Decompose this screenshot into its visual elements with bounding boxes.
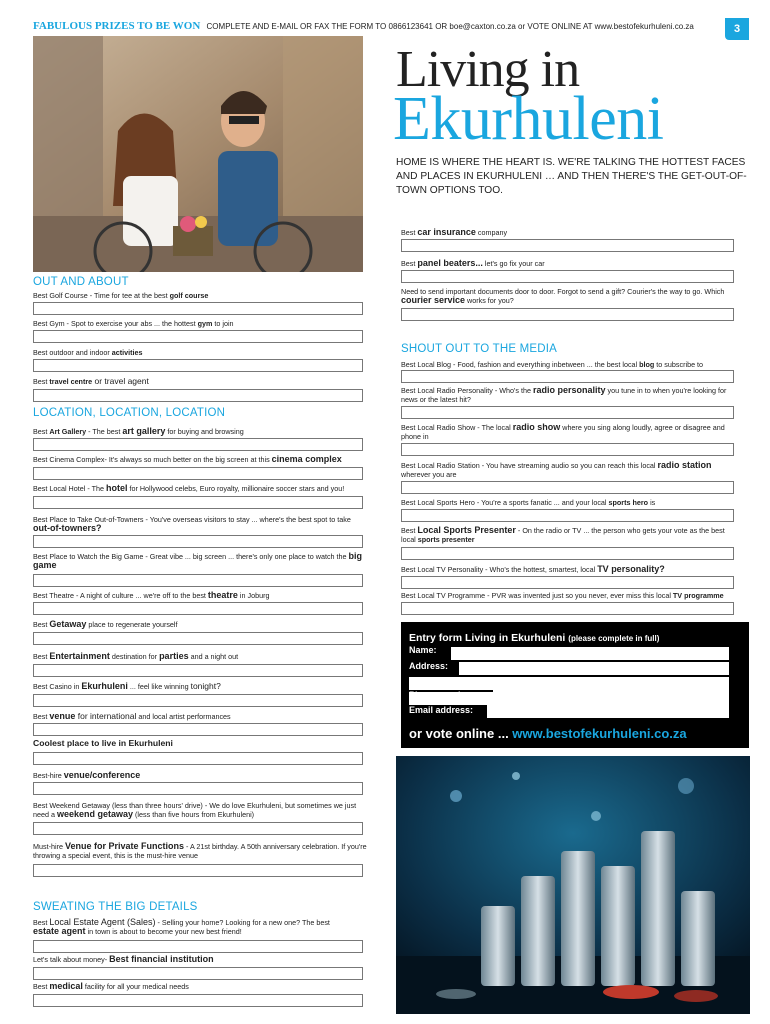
- q-estate-agent: Best Local Estate Agent (Sales) - Selling your home? Looking for a new one? The best estate agent in town is about to become your new best friend!: [33, 917, 330, 936]
- q-golf: Best Golf Course - Time for tee at the best golf course: [33, 291, 209, 300]
- q-blog: Best Local Blog - Food, fashion and everything inbetween ... the best local blog to subscribe to: [401, 360, 704, 369]
- radio-station-field[interactable]: [401, 481, 734, 494]
- tv-programme-field[interactable]: [401, 602, 734, 615]
- email-label: Email address:: [409, 705, 474, 715]
- q-casino: Best Casino in Ekurhuleni ... feel like winning tonight?: [33, 681, 221, 691]
- cinema-field[interactable]: [33, 467, 363, 480]
- title-line1: Living in: [396, 41, 580, 98]
- venue-field[interactable]: [33, 723, 363, 736]
- q-medical: Best medical facility for all your medical needs: [33, 981, 189, 991]
- car-insurance-field[interactable]: [401, 239, 734, 252]
- vote-online: or vote online ... www.bestofekurhuleni.co.za: [409, 726, 687, 741]
- blog-field[interactable]: [401, 370, 734, 383]
- q-private-functions: Must-hire Venue for Private Functions - A 21st birthday. A 50th anniversary celebration. If you're throwing a special event, this is the must-hire venue: [33, 841, 367, 860]
- q-out-of-towners: Best Place to Take Out-of-Towners - You've overseas visitors to stay ... where's the best spot to take out-of-towners?: [33, 515, 351, 533]
- q-sports-presenter: Best Local Sports Presenter - On the radio or TV ... the person who gets your vote as the best local sports presenter: [401, 525, 725, 544]
- q-car-insurance: Best car insurance company: [401, 227, 508, 237]
- section-media: SHOUT OUT TO THE MEDIA: [401, 343, 558, 355]
- q-radio-station: Best Local Radio Station - You have streaming audio so you can reach this local radio station wherever you are: [401, 460, 712, 479]
- page-number: 3: [725, 18, 749, 40]
- weekend-getaway-field[interactable]: [33, 822, 363, 835]
- q-financial: Let's talk about money- Best financial institution: [33, 954, 214, 964]
- medical-field[interactable]: [33, 994, 363, 1007]
- theatre-field[interactable]: [33, 602, 363, 615]
- getaway-field[interactable]: [33, 632, 363, 645]
- phone-label: Phone number:: [409, 690, 476, 700]
- q-radio-show: Best Local Radio Show - The local radio show where you sing along loudly, agree or disagree and phone in: [401, 422, 725, 441]
- q-radio-personality: Best Local Radio Personality - Who's the radio personality you tune in to when you're looking for news or the latest hit?: [401, 385, 727, 404]
- name-input[interactable]: [451, 647, 729, 660]
- activities-field[interactable]: [33, 359, 363, 372]
- entry-form-title: Entry form Living in Ekurhuleni (please complete in full): [409, 632, 660, 644]
- section-location: LOCATION, LOCATION, LOCATION: [33, 407, 226, 419]
- entertainment-field[interactable]: [33, 664, 363, 677]
- private-functions-field[interactable]: [33, 864, 363, 877]
- q-cinema: Best Cinema Complex- It's always so much better on the big screen at this cinema complex: [33, 454, 342, 464]
- section-sweating: SWEATING THE BIG DETAILS: [33, 901, 198, 913]
- tv-personality-field[interactable]: [401, 576, 734, 589]
- q-travel: Best travel centre or travel agent: [33, 376, 149, 386]
- q-art-gallery: Best Art Gallery - The best art gallery for buying and browsing: [33, 426, 244, 436]
- gym-field[interactable]: [33, 330, 363, 343]
- email-input[interactable]: [487, 705, 729, 718]
- q-venue: Best venue for international and local artist performances: [33, 711, 231, 721]
- casino-field[interactable]: [33, 694, 363, 707]
- address-input-line2[interactable]: [409, 677, 729, 690]
- header-instructions: COMPLETE AND E-MAIL OR FAX THE FORM TO 0866123641 OR boe@caxton.co.za or VOTE ONLINE AT www.bestofekurhuleni.co.za: [206, 22, 694, 31]
- q-sports-hero: Best Local Sports Hero - You're a sports fanatic ... and your local sports hero is: [401, 498, 656, 507]
- q-panel-beaters: Best panel beaters... let's go fix your car: [401, 258, 545, 268]
- art-gallery-field[interactable]: [33, 438, 363, 451]
- radio-show-field[interactable]: [401, 443, 734, 456]
- q-activities: Best outdoor and indoor activities: [33, 348, 143, 357]
- sports-hero-field[interactable]: [401, 509, 734, 522]
- q-hotel: Best Local Hotel - The hotel for Hollywood celebs, Euro royalty, millionaire soccer stars and you!: [33, 483, 345, 493]
- phone-input[interactable]: [493, 690, 729, 703]
- courier-field[interactable]: [401, 308, 734, 321]
- prize-banner: FABULOUS PRIZES TO BE WON: [33, 20, 201, 32]
- q-theatre: Best Theatre - A night of culture ... we're off to the best theatre in Joburg: [33, 590, 270, 600]
- intro-text: HOME IS WHERE THE HEART IS. WE'RE TALKING THE HOTTEST FACES AND PLACES IN EKURHULENI … AND THEN THERE'S THE GET-OUT-OF-TOWN OPTIONS TOO.: [396, 157, 747, 196]
- title-line2: Ekurhuleni: [393, 85, 664, 153]
- casino-chips-photo: [396, 756, 750, 1014]
- big-game-field[interactable]: [33, 574, 363, 587]
- vote-url-link[interactable]: www.bestofekurhuleni.co.za: [512, 726, 687, 741]
- travel-field[interactable]: [33, 389, 363, 402]
- sports-presenter-field[interactable]: [401, 547, 734, 560]
- header-bar: [33, 20, 694, 32]
- section-out-and-about: OUT AND ABOUT: [33, 276, 129, 288]
- address-label: Address:: [409, 661, 449, 671]
- q-courier: Need to send important documents door to door. Forgot to send a gift? Courier's the way to go. Which courier service works for you?: [401, 287, 725, 305]
- q-big-game: Best Place to Watch the Big Game - Great vibe ... big screen ... there's only one place to watch the big game: [33, 551, 363, 570]
- q-coolest-place: Coolest place to live in Ekurhuleni: [33, 738, 173, 748]
- q-venue-conference: Best-hire venue/conference: [33, 770, 141, 780]
- radio-personality-field[interactable]: [401, 406, 734, 419]
- hotel-field[interactable]: [33, 496, 363, 509]
- estate-agent-field[interactable]: [33, 940, 363, 953]
- q-getaway: Best Getaway place to regenerate yourself: [33, 619, 178, 629]
- financial-field[interactable]: [33, 967, 363, 980]
- coolest-place-field[interactable]: [33, 752, 363, 765]
- out-of-towners-field[interactable]: [33, 535, 363, 548]
- entry-form: [401, 622, 749, 748]
- q-tv-programme: Best Local TV Programme - PVR was invented just so you never, ever miss this local TV programme: [401, 591, 724, 600]
- venue-conference-field[interactable]: [33, 782, 363, 795]
- name-label: Name:: [409, 645, 437, 655]
- q-tv-personality: Best Local TV Personality - Who's the hottest, smartest, local TV personality?: [401, 564, 665, 574]
- q-entertainment: Best Entertainment destination for parties and a night out: [33, 651, 239, 661]
- couple-cycling-photo: [33, 36, 363, 272]
- address-input-line1[interactable]: [459, 662, 729, 675]
- q-weekend-getaway: Best Weekend Getaway (less than three hours' drive) - We do love Ekurhuleni, but sometimes we just need a weekend getaway (less than five hours from Ekurhuleni): [33, 801, 357, 819]
- golf-field[interactable]: [33, 302, 363, 315]
- panel-beaters-field[interactable]: [401, 270, 734, 283]
- q-gym: Best Gym - Spot to exercise your abs ... the hottest gym to join: [33, 319, 234, 328]
